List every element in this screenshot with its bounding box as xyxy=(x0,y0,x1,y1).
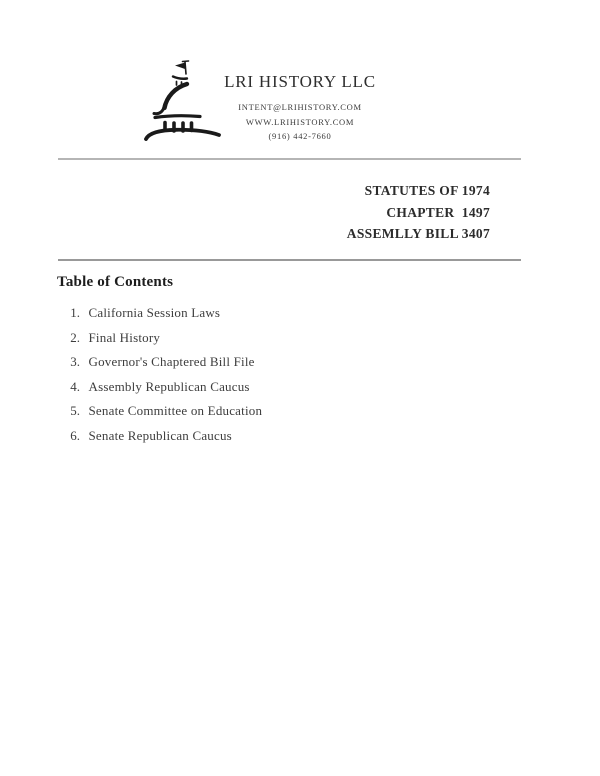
toc-item-label: Senate Republican Caucus xyxy=(88,427,232,443)
divider-top xyxy=(58,158,521,160)
email-text: INTENT@LRIHISTORY.COM xyxy=(238,102,362,112)
phone-text: (916) 442-7660 xyxy=(268,131,332,141)
toc-item-label: Final History xyxy=(88,329,161,345)
toc-item-number: 5. xyxy=(70,403,80,419)
toc-heading: Table of Contents xyxy=(57,274,174,290)
company-name: LRI HISTORY LLC xyxy=(224,72,376,91)
toc-item-label: California Session Laws xyxy=(88,305,221,321)
toc-item xyxy=(57,375,262,400)
divider-bottom xyxy=(58,259,521,261)
toc-item-label: Governor's Chaptered Bill File xyxy=(88,354,255,370)
toc-item-label: Assembly Republican Caucus xyxy=(88,378,250,394)
statutes-line: STATUTES OF 1974 xyxy=(364,183,490,198)
bill-reference-block xyxy=(347,180,490,245)
toc-item xyxy=(57,326,262,351)
toc-item-number: 6. xyxy=(70,427,80,443)
chapter-line: CHAPTER 1497 xyxy=(386,204,490,220)
assembly-bill-line: ASSEMLLY BILL 3407 xyxy=(346,226,490,241)
toc-item-number: 2. xyxy=(70,329,80,345)
letterhead xyxy=(205,72,395,144)
toc-item xyxy=(57,301,262,326)
toc-item-number: 1. xyxy=(70,305,80,321)
toc-item-label: Senate Committee on Education xyxy=(88,403,263,419)
toc-item-number: 4. xyxy=(70,378,80,394)
toc-item xyxy=(57,399,262,424)
toc-item xyxy=(57,424,262,449)
toc-list xyxy=(57,301,262,448)
website-text: WWW.LRIHISTORY.COM xyxy=(245,116,355,127)
toc-item xyxy=(57,350,262,375)
toc-item-number: 3. xyxy=(70,354,80,370)
